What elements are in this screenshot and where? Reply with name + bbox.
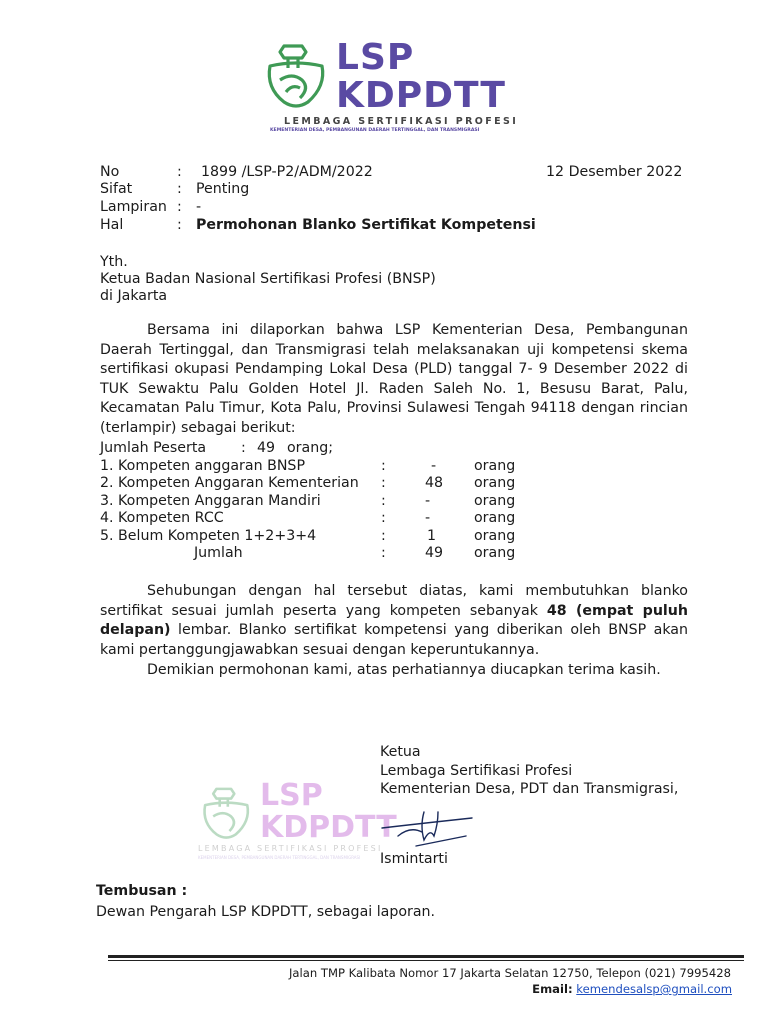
participants-label: Jumlah Peserta [100,440,207,456]
item-label: 2. Kompeten Anggaran Kementerian [100,475,359,491]
footer-divider-thick [108,955,744,958]
stamp-sub: KEMENTERIAN DESA, PEMBANGUNAN DAERAH TERTINGGAL, DAN TRANSMIGRASI [198,855,361,860]
signature-title: Ketua [380,744,421,760]
participants-unit: orang; [287,440,333,456]
footer-email-label: Email: [532,982,573,996]
item-colon: : [381,545,386,561]
meta-hal-value: Permohonan Blanko Sertifikat Kompetensi [196,217,536,233]
meta-date: 12 Desember 2022 [546,164,683,180]
body-paragraph-1: Bersama ini dilaporkan bahwa LSP Kementerian Desa, Pembangunan Daerah Tertinggal, dan Transmigrasi telah melaksanakan uji kompetensi skema sertifikasi okupasi Pendamping Lokal Desa (PLD) tanggal 7- 9 Desember 2022 di TUK Sewaktu Palu Golden Hotel Jl. Raden Saleh No. 1, Besusu Barat, Palu, Kecamatan Palu Timur, Kota Palu, Provinsi Sulawesi Tengah 94118 dengan rincian (terlampir) sebagai berikut: [100,322,688,436]
handwritten-signature [376,806,486,856]
item-colon: : [381,458,386,474]
item-label: 1. Kompeten anggaran BNSP [100,458,305,474]
stamp-org: LEMBAGA SERTIFIKASI PROFESI [198,844,383,853]
stamp-line1: LSP [260,778,323,813]
logo-line2: KDPDTT [336,75,506,116]
item-label: 3. Kompeten Anggaran Mandiri [100,493,321,509]
footer-email [532,982,732,996]
recipient-place: di Jakarta [100,288,168,304]
logo-org-name: LEMBAGA SERTIFIKASI PROFESI [284,116,519,127]
item-label: 5. Belum Kompeten 1+2+3+4 [100,528,317,544]
meta-lampiran-label: Lampiran [100,199,167,215]
logo-emblem-icon [262,40,332,114]
item-colon: : [381,493,386,509]
meta-no-label: No [100,164,120,180]
signature-org1: Lembaga Sertifikasi Profesi [380,763,573,779]
cc-label: Tembusan : [96,883,188,899]
item-value: 48 [425,475,444,491]
meta-lampiran-colon: : [177,199,182,215]
item-unit: orang [474,458,516,474]
item-colon: : [381,510,386,526]
recipient-greeting: Yth. [100,254,128,270]
item-value: 1 [427,528,437,544]
participants-colon: : [241,440,246,456]
competent-count-bold: 48 (empat puluh delapan) [100,602,688,639]
signature-org2: Kementerian Desa, PDT dan Transmigrasi, [380,781,679,797]
logo-org-sub: KEMENTERIAN DESA, PEMBANGUNAN DAERAH TERTINGGAL, DAN TRANSMIGRASI [270,128,480,133]
stamp-line2: KDPDTT [260,810,397,845]
signature-name: Ismintarti [380,851,448,867]
item-unit: orang [474,475,516,491]
item-value: - [425,493,431,509]
item-colon: : [381,475,386,491]
footer-email-link[interactable]: kemendesalsp@gmail.com [576,982,732,996]
stamp-emblem-icon [198,784,256,844]
participants-value: 49 [257,440,276,456]
body-paragraph-3: Demikian permohonan kami, atas perhatiannya diucapkan terima kasih. [147,662,661,678]
meta-sifat-colon: : [177,181,182,197]
meta-sifat-value: Penting [196,181,250,197]
item-colon: : [381,528,386,544]
header-logo [262,37,519,138]
meta-hal-colon: : [177,217,182,233]
item-value: - [425,510,431,526]
item-unit: orang [474,510,516,526]
stamp-logo [198,780,398,865]
meta-sifat-label: Sifat [100,181,133,197]
footer-divider-thin [108,960,744,961]
meta-hal-label: Hal [100,217,124,233]
item-unit: orang [474,528,516,544]
logo-line1: LSP [336,37,415,78]
item-unit: orang [474,545,516,561]
recipient-name: Ketua Badan Nasional Sertifikasi Profesi (BNSP) [100,271,436,287]
item-label-total: Jumlah [194,545,243,561]
item-value-total: 49 [425,545,444,561]
item-unit: orang [474,493,516,509]
cc-text: Dewan Pengarah LSP KDPDTT, sebagai laporan. [96,904,436,920]
meta-lampiran-value: - [196,199,202,215]
footer-address: Jalan TMP Kalibata Nomor 17 Jakarta Selatan 12750, Telepon (021) 7995428 [288,966,731,980]
meta-no-colon: : [177,164,182,180]
meta-no-value: 1899 /LSP-P2/ADM/2022 [201,164,373,180]
item-label: 4. Kompeten RCC [100,510,224,526]
body-paragraph-2: Sehubungan dengan hal tersebut diatas, kami membutuhkan blanko sertifikat sesuai jumlah peserta yang kompeten sebanyak 48 (empat puluh delapan) lembar. Blanko sertifikat kompetensi yang diberikan oleh BNSP akan kami pertanggungjawabkan sesuai dengan keperuntukannya. [100,583,688,658]
item-value: - [431,458,437,474]
